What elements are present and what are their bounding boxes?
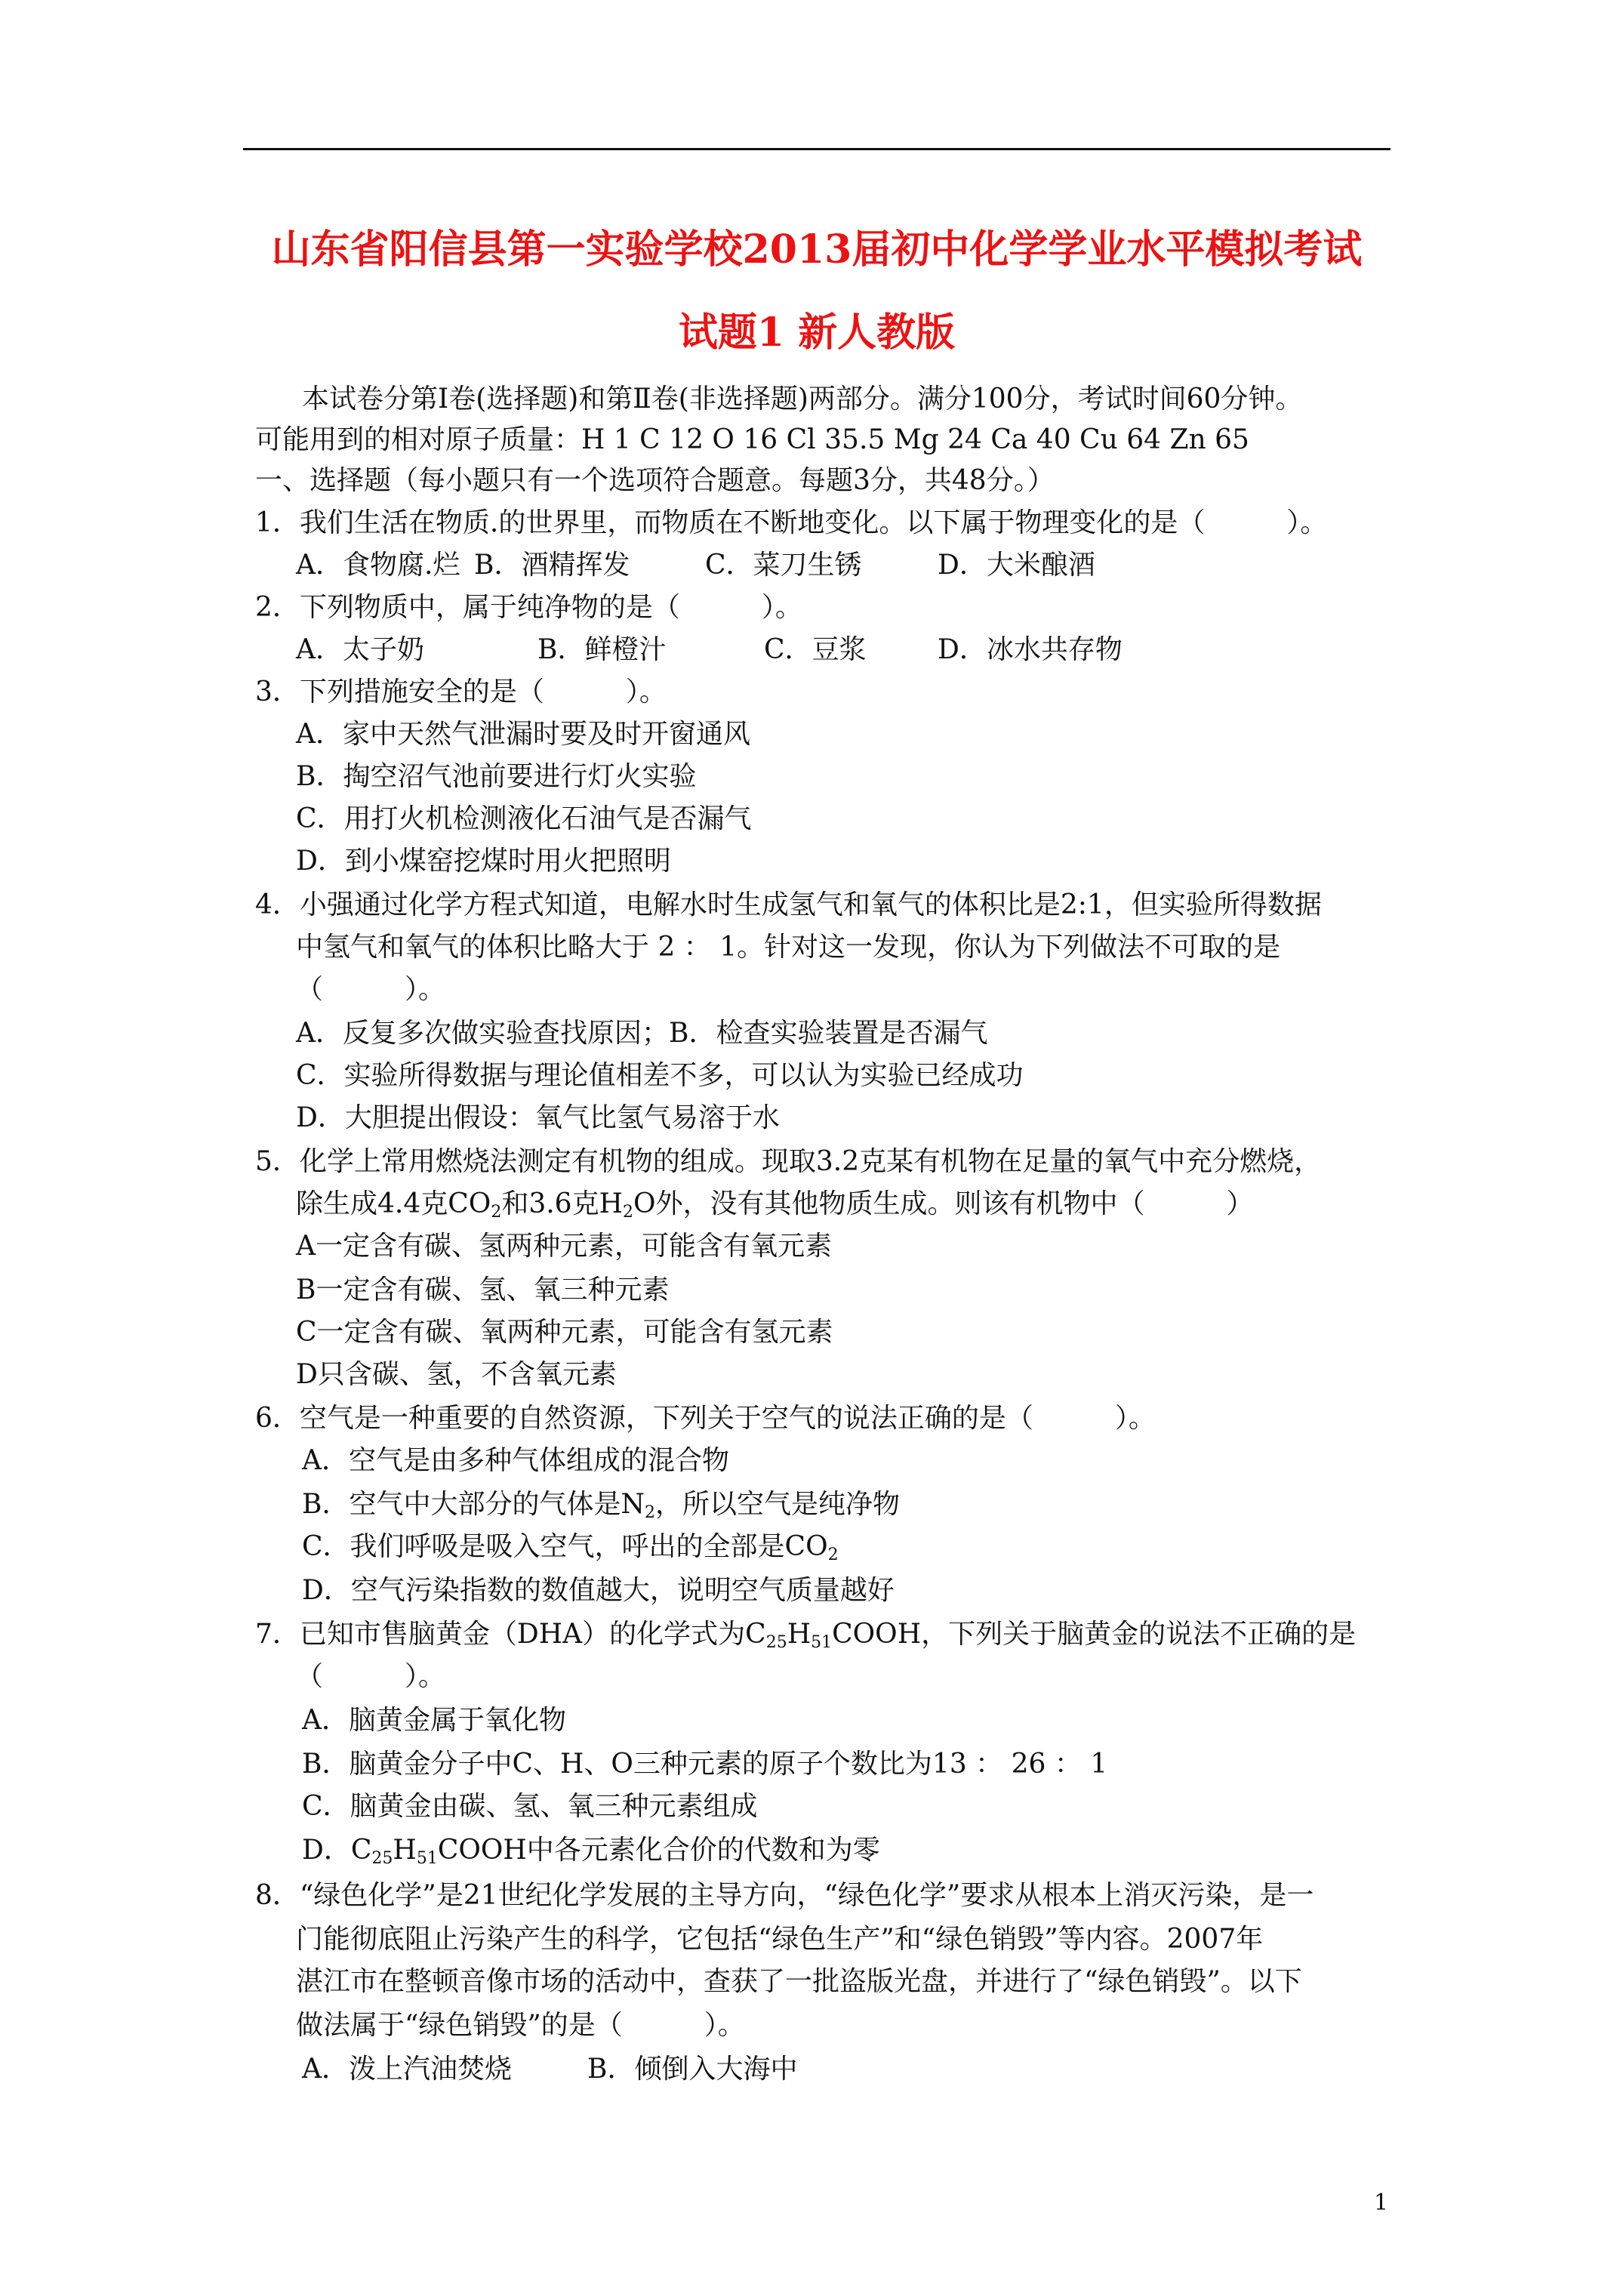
question-4-stem-1: 4．小强通过化学方程式知道，电解水时生成氢气和氧气的体积比是2:1，但实验所得数据 bbox=[255, 889, 1322, 920]
question-3-option-d: D．到小煤窑挖煤时用火把照明 bbox=[296, 846, 671, 877]
question-7-option-c: C．脑黄金由碳、氢、氧三种元素组成 bbox=[302, 1791, 758, 1822]
subscript: 2 bbox=[491, 1203, 502, 1222]
question-5-stem-1: 5．化学上常用燃烧法测定有机物的组成。现取3.2克某有机物在足量的氧气中充分燃烧， bbox=[255, 1146, 1322, 1177]
option-b: B．倾倒入大海中 bbox=[587, 2054, 798, 2085]
question-2-stem: 2．下列物质中，属于纯净物的是（ ）。 bbox=[255, 592, 802, 623]
option-text: COOH中各元素化合价的代数和为零 bbox=[437, 1835, 880, 1866]
question-7-stem-1 bbox=[255, 1619, 1356, 1650]
stem-text: 和3.6克H bbox=[501, 1188, 623, 1219]
question-5-option-c: C一定含有碳、氧两种元素，可能含有氢元素 bbox=[296, 1317, 833, 1348]
question-7-stem-2: （ ）。 bbox=[296, 1661, 446, 1692]
subscript: 51 bbox=[416, 1849, 438, 1868]
question-6-option-b bbox=[302, 1489, 900, 1521]
option-text: C．我们呼吸是吸入空气，呼出的全部是CO bbox=[302, 1531, 828, 1562]
question-4-option-c: C．实验所得数据与理论值相差不多，可以认为实验已经成功 bbox=[296, 1060, 1024, 1091]
subscript: 2 bbox=[622, 1203, 633, 1222]
question-7-option-d bbox=[302, 1835, 880, 1866]
question-8-stem-1: 8．“绿色化学”是21世纪化学发展的主导方向，“绿色化学”要求从根本上消灭污染，是一 bbox=[255, 1880, 1314, 1911]
question-6-stem: 6．空气是一种重要的自然资源，下列关于空气的说法正确的是（ ）。 bbox=[255, 1403, 1156, 1434]
option-a: A．泼上汽油焚烧 bbox=[302, 2054, 512, 2085]
question-3-option-a: A．家中天然气泄漏时要及时开窗通风 bbox=[296, 719, 750, 750]
question-6-option-c bbox=[302, 1531, 839, 1563]
option-b: B．酒精挥发 bbox=[474, 550, 630, 581]
question-8-stem-4: 做法属于“绿色销毁”的是（ ）。 bbox=[296, 2010, 745, 2041]
stem-text: 7．已知市售脑黄金（DHA）的化学式为C bbox=[255, 1619, 766, 1650]
question-4-option-ab: A．反复多次做实验查找原因；B．检查实验装置是否漏气 bbox=[296, 1018, 988, 1049]
option-text: D．C bbox=[302, 1835, 372, 1866]
question-5-option-a: A一定含有碳、氢两种元素，可能含有氧元素 bbox=[296, 1231, 832, 1262]
stem-text: COOH，下列关于脑黄金的说法不正确的是 bbox=[832, 1619, 1357, 1650]
question-5-option-d: D只含碳、氢，不含氧元素 bbox=[296, 1359, 617, 1390]
question-8-stem-3: 湛江市在整顿音像市场的活动中，查获了一批盗版光盘，并进行了“绿色销毁”。以下 bbox=[296, 1966, 1302, 1997]
header-rule bbox=[243, 148, 1390, 150]
question-4-stem-2: 中氢气和氧气的体积比略大于 2 ： 1。针对这一发现，你认为下列做法不可取的是 bbox=[296, 932, 1281, 963]
option-text: B．空气中大部分的气体是N bbox=[302, 1489, 645, 1520]
stem-text: 除生成4.4克CO bbox=[296, 1188, 491, 1219]
option-text: ，所以空气是纯净物 bbox=[654, 1489, 900, 1520]
page-number: 1 bbox=[1374, 2190, 1389, 2216]
option-c: C．菜刀生锈 bbox=[705, 550, 862, 581]
question-5-stem-2 bbox=[296, 1188, 1253, 1220]
stem-text: H bbox=[787, 1619, 812, 1650]
intro-line-1: 本试卷分第Ⅰ卷(选择题)和第Ⅱ卷(非选择题)两部分。满分100分，考试时间60分钟。 bbox=[302, 384, 1303, 415]
question-5-option-b: B一定含有碳、氢、氧三种元素 bbox=[296, 1274, 670, 1305]
intro-line-2: 可能用到的相对原子质量：H 1 C 12 O 16 Cl 35.5 Mg 24 Ca 40 Cu 64 Zn 65 bbox=[255, 424, 1249, 455]
question-4-stem-3: （ ）。 bbox=[296, 974, 446, 1005]
question-7-option-b: B．脑黄金分子中C、H、O三种元素的原子个数比为13 ： 26 ： 1 bbox=[302, 1749, 1108, 1780]
option-d: D．大米酿酒 bbox=[938, 550, 1095, 581]
question-6-option-a: A．空气是由多种气体组成的混合物 bbox=[302, 1445, 729, 1476]
question-8-stem-2: 门能彻底阻止污染产生的科学，它包括“绿色生产”和“绿色销毁”等内容。2007年 bbox=[296, 1924, 1264, 1955]
option-b: B．鲜橙汁 bbox=[537, 634, 667, 665]
stem-text: O外，没有其他物质生成。则该有机物中（ ） bbox=[633, 1188, 1254, 1219]
question-7-option-a: A．脑黄金属于氧化物 bbox=[302, 1705, 566, 1736]
option-c: C．豆浆 bbox=[764, 634, 867, 665]
question-3-stem: 3．下列措施安全的是（ ）。 bbox=[255, 676, 667, 707]
subscript: 51 bbox=[811, 1633, 833, 1652]
question-3-option-c: C．用打火机检测液化石油气是否漏气 bbox=[296, 803, 752, 834]
section-heading: 一、选择题（每小题只有一个选项符合题意。每题3分，共48分。） bbox=[255, 465, 1055, 496]
question-1-stem: 1．我们生活在物质.的世界里，而物质在不断地变化。以下属于物理变化的是（ ）。 bbox=[255, 507, 1328, 538]
subscript: 25 bbox=[765, 1633, 787, 1652]
question-3-option-b: B．掏空沼气池前要进行灯火实验 bbox=[296, 761, 697, 792]
subscript: 25 bbox=[371, 1849, 393, 1868]
page-subtitle: 试题1 新人教版 bbox=[678, 310, 956, 356]
option-a: A．食物腐.烂 bbox=[296, 550, 460, 581]
question-6-option-d: D．空气污染指数的数值越大，说明空气质量越好 bbox=[302, 1575, 895, 1606]
page-title: 山东省阳信县第一实验学校2013届初中化学学业水平模拟考试 bbox=[271, 227, 1363, 273]
option-a: A．太子奶 bbox=[296, 634, 424, 665]
option-d: D．冰水共存物 bbox=[938, 634, 1123, 665]
option-text: H bbox=[393, 1835, 417, 1866]
subscript: 2 bbox=[644, 1503, 655, 1522]
subscript: 2 bbox=[827, 1546, 839, 1564]
question-4-option-d: D．大胆提出假设：氧气比氢气易溶于水 bbox=[296, 1102, 780, 1133]
